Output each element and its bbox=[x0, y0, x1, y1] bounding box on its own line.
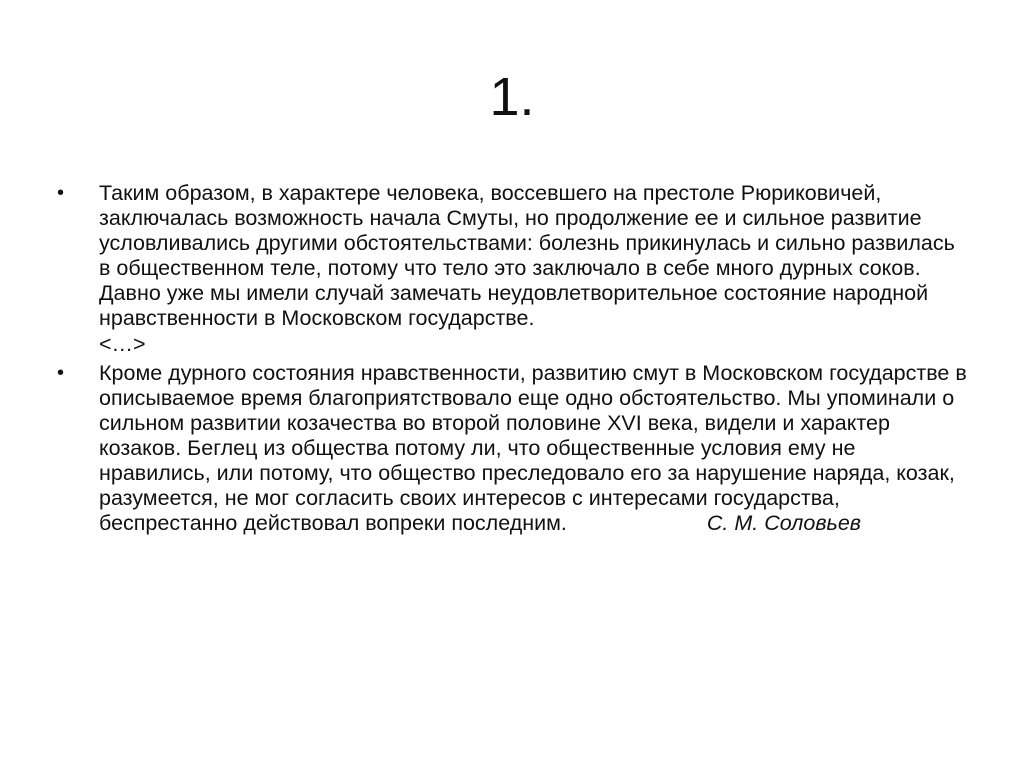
paragraph-body: Кроме дурного состояния нравственности, развитию смут в Московском государстве в описываемое время благоприятствовало еще одно обстоятельство. Мы упоминали о сильном развитии козачества во второй половине XVI века, видели и характер козаков. Беглец из общества потому ли, что общественные условия ему не нравились, или потому, что общество преследовало его за нарушение наряда, козак, разумеется, не мог согласить своих интересов с интересами государства, беспрестанно действовал вопреки последним. bbox=[99, 360, 967, 536]
list-item bbox=[57, 361, 972, 537]
omission-mark: <…> bbox=[99, 331, 146, 356]
bullet-icon: • bbox=[57, 361, 65, 384]
bullet-icon: • bbox=[57, 182, 65, 204]
author-attribution: С. М. Соловьев bbox=[706, 511, 862, 536]
list-item bbox=[57, 181, 972, 357]
bullet-list bbox=[57, 181, 972, 540]
paragraph-text bbox=[99, 361, 972, 537]
paragraph-text: Таким образом, в характере человека, воссевшего на престоле Рюриковичей, заключалась возможность начала Смуты, но продолжение ее и сильное развитие условливались другими обстоятельствами: болезнь прикинулась и сильно развилась в общественном теле, потому что тело это заключало в себе много дурных соков. Давно уже мы имели случай замечать неудовлетворительное состояние народной нравственности в Московском государстве. bbox=[99, 181, 955, 331]
slide-title: 1. bbox=[489, 67, 535, 127]
